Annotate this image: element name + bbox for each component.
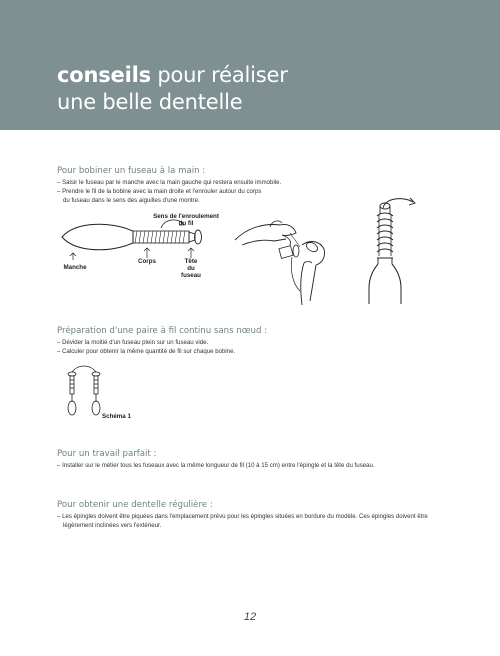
label-tete-line3: fuseau — [181, 272, 201, 279]
label-tete-line2: du — [187, 265, 195, 272]
section-title-preparation: Préparation d'une paire à fil continu sans nœud : — [57, 326, 268, 336]
bottle-coil-illustration — [365, 192, 435, 312]
hands-winding-illustration — [230, 205, 340, 315]
label-schema-1: Schéma 1 — [102, 413, 131, 420]
title-line2: une belle dentelle — [57, 90, 243, 114]
section-title-travail-parfait: Pour un travail parfait : — [57, 449, 157, 459]
section-3-line-1: – Installer sur le métier tous les fuseaux avec la même longueur de fil (10 à 15 cm) entre l'épingle et la tête du fuseau. — [57, 462, 375, 469]
label-sens-line2: du fil — [178, 220, 194, 227]
section-1-line-3: du fuseau dans le sens des aiguilles d'une montre. — [63, 197, 200, 204]
label-corps: Corps — [138, 258, 156, 265]
label-tete-fuseau — [176, 258, 206, 279]
label-sens-enroulement — [146, 213, 226, 227]
section-4-line-1: – Les épingles doivent être piquées dans l'emplacement prévu pour les épingles situées en bordure du modèle. Ces épingles doivent être — [57, 513, 428, 520]
page-title — [57, 62, 288, 116]
page-number: 12 — [243, 611, 257, 623]
section-4-line-2: légèrement inclinées vers l'extérieur. — [63, 522, 162, 529]
section-title-dentelle-reguliere: Pour obtenir une dentelle régulière : — [57, 500, 213, 510]
label-tete-line1: Tête — [184, 258, 198, 265]
section-1-line-2: – Prendre le fil de la bobine avec la main droite et l'enrouler autour du corps — [57, 188, 262, 195]
title-bold: conseils — [57, 63, 151, 87]
bobbin-handle — [62, 224, 133, 249]
header-band — [0, 0, 500, 130]
section-2-line-2: – Calculer pour obtenir la même quantité de fil sur chaque bobine. — [57, 348, 236, 355]
section-2-line-1: – Dévider la moitié d'un fuseau plein sur un fuseau vide. — [57, 339, 209, 346]
section-title-bobiner: Pour bobiner un fuseau à la main : — [57, 166, 206, 176]
schema-1-diagram — [60, 364, 108, 428]
title-rest: pour réaliser — [157, 63, 288, 87]
label-sens-line1: Sens de l'enroulement — [153, 213, 219, 220]
label-manche: Manche — [63, 264, 87, 271]
section-1-line-1: – Saisir le fuseau par le manche avec la main gauche qui restera ensuite immobile. — [57, 179, 282, 186]
